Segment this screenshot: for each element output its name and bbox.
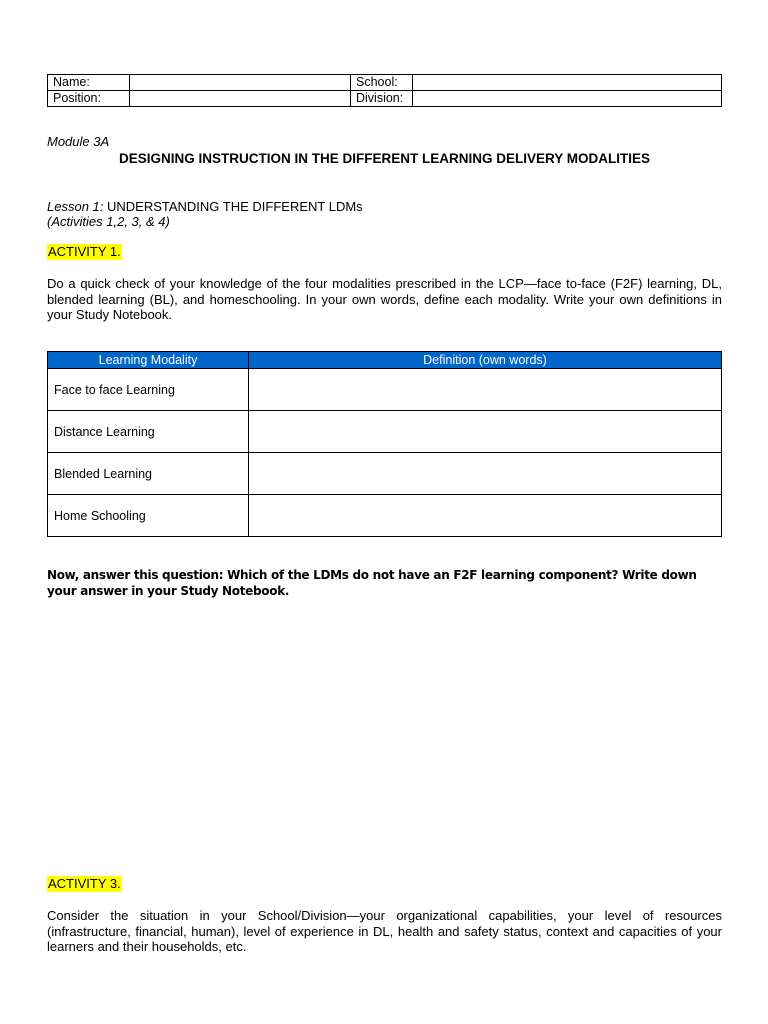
definition-header: Definition (own words) [249, 352, 722, 369]
modality-cell: Distance Learning [48, 411, 249, 453]
name-field[interactable] [130, 75, 351, 91]
table-row [48, 369, 722, 411]
school-field[interactable] [413, 75, 722, 91]
modality-cell: Home Schooling [48, 495, 249, 537]
module-title: DESIGNING INSTRUCTION IN THE DIFFERENT LEARNING DELIVERY MODALITIES [118, 151, 651, 166]
participant-info-table [47, 74, 722, 107]
table-row [48, 453, 722, 495]
definition-cell[interactable] [249, 369, 722, 411]
position-field[interactable] [130, 91, 351, 107]
division-field[interactable] [413, 91, 722, 107]
activity-1-instructions: Do a quick check of your knowledge of the four modalities prescribed in the LCP—face to-face (F2F) learning, DL, blended learning (BL), and homeschooling. In your own words, define each modality. Write your own definitions in your Study Notebook. [47, 276, 722, 322]
activity-3-label: ACTIVITY 3. [48, 876, 121, 891]
lesson-activities: (Activities 1,2, 3, & 4) [47, 214, 170, 229]
table-row [48, 411, 722, 453]
info-row-1 [48, 75, 722, 91]
name-label: Name: [48, 75, 130, 91]
activity-1-label: ACTIVITY 1. [48, 244, 121, 259]
modality-table-header [48, 352, 722, 369]
lesson-title: UNDERSTANDING THE DIFFERENT LDMs [103, 199, 363, 214]
definition-cell[interactable] [249, 495, 722, 537]
module-label: Module 3A [47, 134, 110, 149]
position-label: Position: [48, 91, 130, 107]
definition-cell[interactable] [249, 453, 722, 495]
activity-3-instructions: Consider the situation in your School/Division—your organizational capabilities, your level of resources (infrastructure, financial, human), level of experience in DL, health and safety status, context and capacities of your learners and their households, etc. [47, 908, 722, 954]
modality-cell: Blended Learning [48, 453, 249, 495]
f2f-question: Now, answer this question: Which of the LDMs do not have an F2F learning component? Write down your answer in your Study Notebook. [47, 568, 697, 598]
school-label: School: [351, 75, 413, 91]
lesson-heading [47, 199, 363, 214]
info-row-2 [48, 91, 722, 107]
definition-cell[interactable] [249, 411, 722, 453]
modality-table [47, 351, 722, 537]
lesson-prefix: Lesson 1: [47, 199, 104, 214]
division-label: Division: [351, 91, 413, 107]
table-row [48, 495, 722, 537]
learning-modality-header: Learning Modality [48, 352, 249, 369]
modality-cell: Face to face Learning [48, 369, 249, 411]
